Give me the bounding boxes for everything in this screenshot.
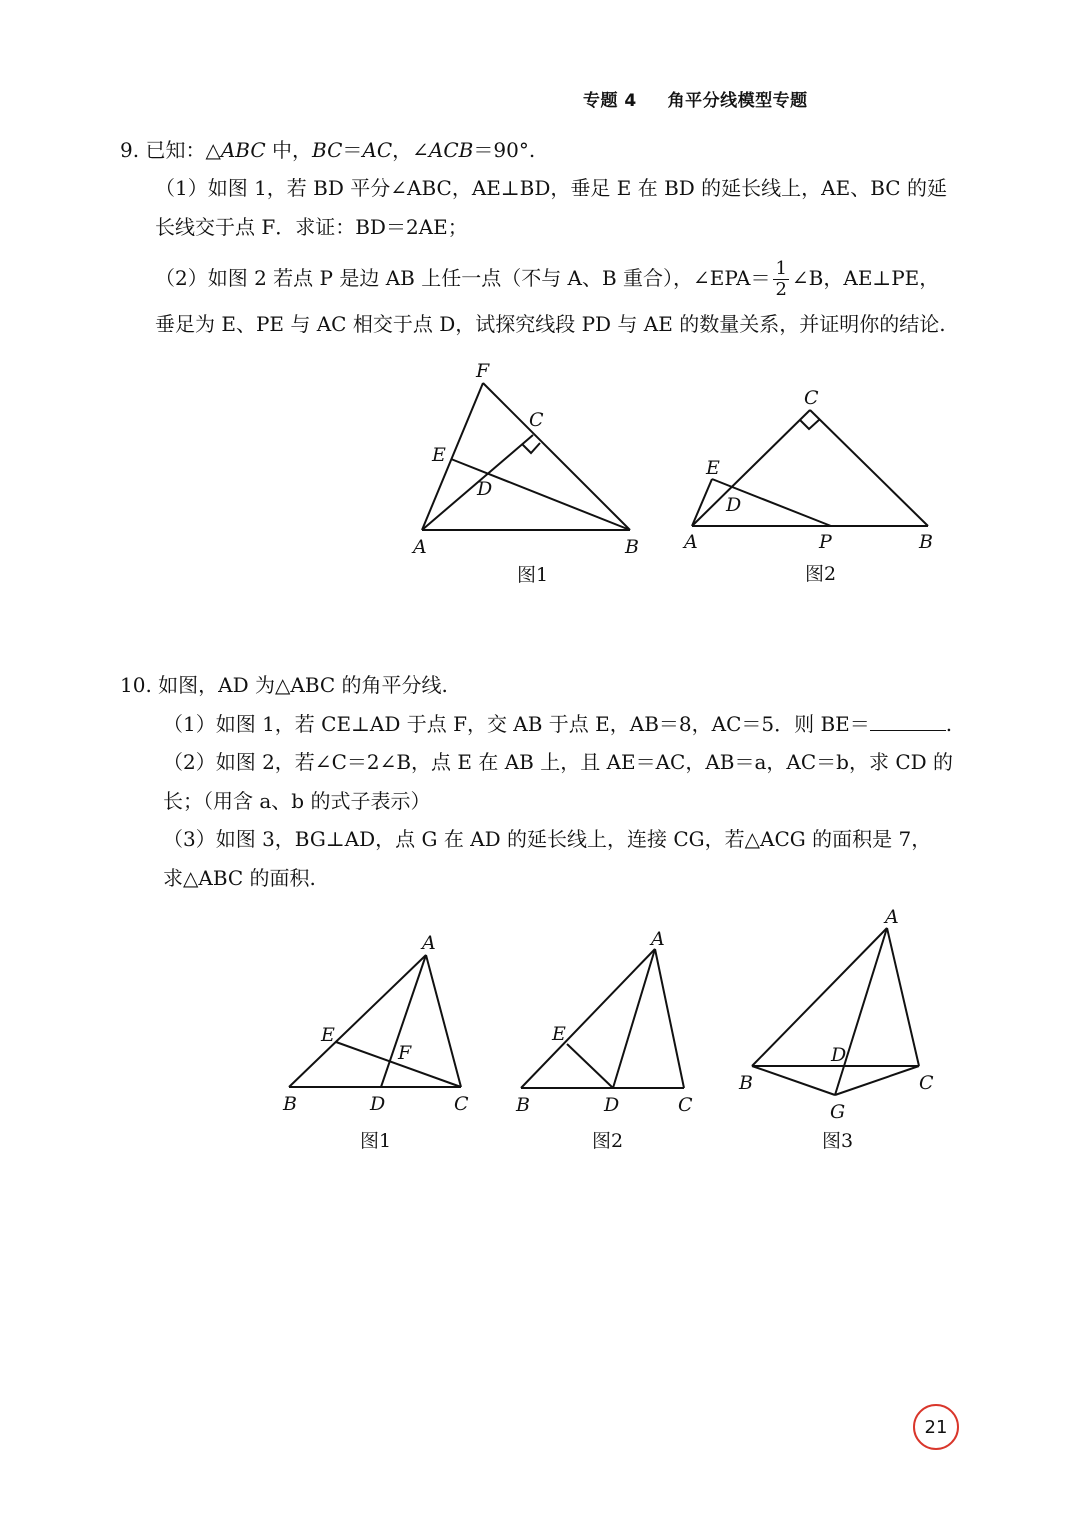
label-D: D xyxy=(726,494,742,516)
label-E: E xyxy=(706,457,720,479)
label-E: E xyxy=(321,1024,335,1046)
q9-figure-1 xyxy=(405,355,655,590)
q9-part2-text-a: （2）如图 2 若点 P 是边 AB 上任一点（不与 A、B 重合），∠EPA＝ xyxy=(155,266,771,290)
segment-AC xyxy=(887,928,919,1066)
caption: 图3 xyxy=(822,1130,854,1152)
label-D: D xyxy=(370,1093,386,1115)
label-E: E xyxy=(432,444,446,466)
topic-number: 专题 4 xyxy=(583,91,637,111)
label-A: A xyxy=(413,536,427,558)
label-G: G xyxy=(830,1101,846,1123)
label-B: B xyxy=(516,1094,530,1116)
q9-part2-line1 xyxy=(155,258,939,300)
q10-part2-line2: 长；（用含 a、b 的式子表示） xyxy=(163,789,431,813)
label-A: A xyxy=(422,932,436,954)
q9-stem xyxy=(120,138,535,162)
label-D: D xyxy=(604,1094,620,1116)
q10-figure-1 xyxy=(275,925,490,1160)
fraction-half xyxy=(773,259,788,300)
fraction-numerator: 1 xyxy=(775,258,787,279)
q10-stem xyxy=(120,673,448,697)
label-F: F xyxy=(476,360,490,382)
label-A: A xyxy=(885,906,899,928)
label-B: B xyxy=(283,1093,297,1115)
running-header xyxy=(583,86,808,111)
label-D: D xyxy=(831,1044,847,1066)
q10-part1-end: . xyxy=(945,712,953,736)
segment-FB xyxy=(483,383,630,530)
label-A: A xyxy=(684,531,698,553)
segment-BA xyxy=(752,928,887,1066)
caption: 图1 xyxy=(517,564,549,586)
label-D: D xyxy=(477,478,493,500)
label-A: A xyxy=(651,928,665,950)
q10-part1-text: （1）如图 1，若 CE⊥AD 于点 F，交 AB 于点 E，AB＝8，AC＝5．则 BE＝ xyxy=(163,712,870,736)
q10-figure-3 xyxy=(730,903,950,1160)
label-B: B xyxy=(739,1072,753,1094)
right-angle-mark-C xyxy=(800,419,820,429)
label-C: C xyxy=(454,1093,469,1115)
segment-AG xyxy=(835,928,887,1095)
q10-stem-text: 如图，AD 为△ABC 的角平分线. xyxy=(158,673,448,697)
q9-part2-line2: 垂足为 E、PE 与 AC 相交于点 D，试探究线段 PD 与 AE 的数量关系，并证明你的结论. xyxy=(155,312,946,336)
q9-stem-e: ＝ xyxy=(342,138,363,162)
q9-stem-b: ABC xyxy=(220,138,266,162)
caption: 图1 xyxy=(360,1130,392,1152)
page-number: 21 xyxy=(924,1416,948,1438)
q10-part2-line1: （2）如图 2，若∠C＝2∠B，点 E 在 AB 上，且 AE＝AC，AB＝a，AC＝b，求 CD 的 xyxy=(163,750,954,774)
label-E: E xyxy=(552,1023,566,1045)
caption: 图2 xyxy=(592,1130,624,1152)
label-B: B xyxy=(625,536,639,558)
q9-stem-d: BC xyxy=(312,138,343,162)
q10-part3-line2: 求△ABC 的面积. xyxy=(163,866,316,890)
label-B: B xyxy=(919,531,933,553)
q9-number: 9. xyxy=(120,138,140,162)
caption: 图2 xyxy=(805,563,837,585)
segment-CB xyxy=(810,410,928,526)
fraction-denominator: 2 xyxy=(775,279,787,300)
segment-AC xyxy=(655,949,684,1088)
q10-part3-line1: （3）如图 3，BG⊥AD，点 G 在 AD 的延长线上，连接 CG，若△ACG 的面积是 7， xyxy=(163,827,932,851)
q10-number: 10. xyxy=(120,673,152,697)
q9-stem-g: ，∠ xyxy=(392,138,429,162)
q10-figure-2 xyxy=(505,925,705,1160)
right-angle-mark-C xyxy=(522,443,540,453)
q9-stem-f: AC xyxy=(362,138,393,162)
segment-BG xyxy=(752,1066,835,1095)
label-P: P xyxy=(819,531,832,553)
q9-stem-h: ACB xyxy=(428,138,474,162)
q9-figure-2 xyxy=(675,380,945,590)
answer-blank[interactable] xyxy=(870,712,946,731)
q9-stem-a: 已知：△ xyxy=(145,138,221,162)
label-C: C xyxy=(529,409,544,431)
q10-part1 xyxy=(163,712,952,736)
label-C: C xyxy=(678,1094,693,1116)
q9-part2-text-b: ∠B，AE⊥PE， xyxy=(791,266,940,290)
topic-title: 角平分线模型专题 xyxy=(667,91,808,111)
segment-AC xyxy=(426,955,461,1087)
label-C: C xyxy=(804,387,819,409)
segment-CG xyxy=(835,1066,919,1095)
q9-stem-c: 中， xyxy=(265,138,313,162)
q9-stem-i: ＝90°. xyxy=(473,138,536,162)
q9-part1-line2: 长线交于点 F．求证：BD＝2AE； xyxy=(155,215,468,239)
label-F: F xyxy=(398,1042,412,1064)
label-C: C xyxy=(919,1072,934,1094)
page-number-badge xyxy=(913,1404,959,1450)
q9-part1-line1: （1）如图 1，若 BD 平分∠ABC，AE⊥BD，垂足 E 在 BD 的延长线上，AE、BC 的延 xyxy=(155,176,947,200)
segment-ED xyxy=(567,1044,613,1088)
segment-AE xyxy=(692,479,712,526)
